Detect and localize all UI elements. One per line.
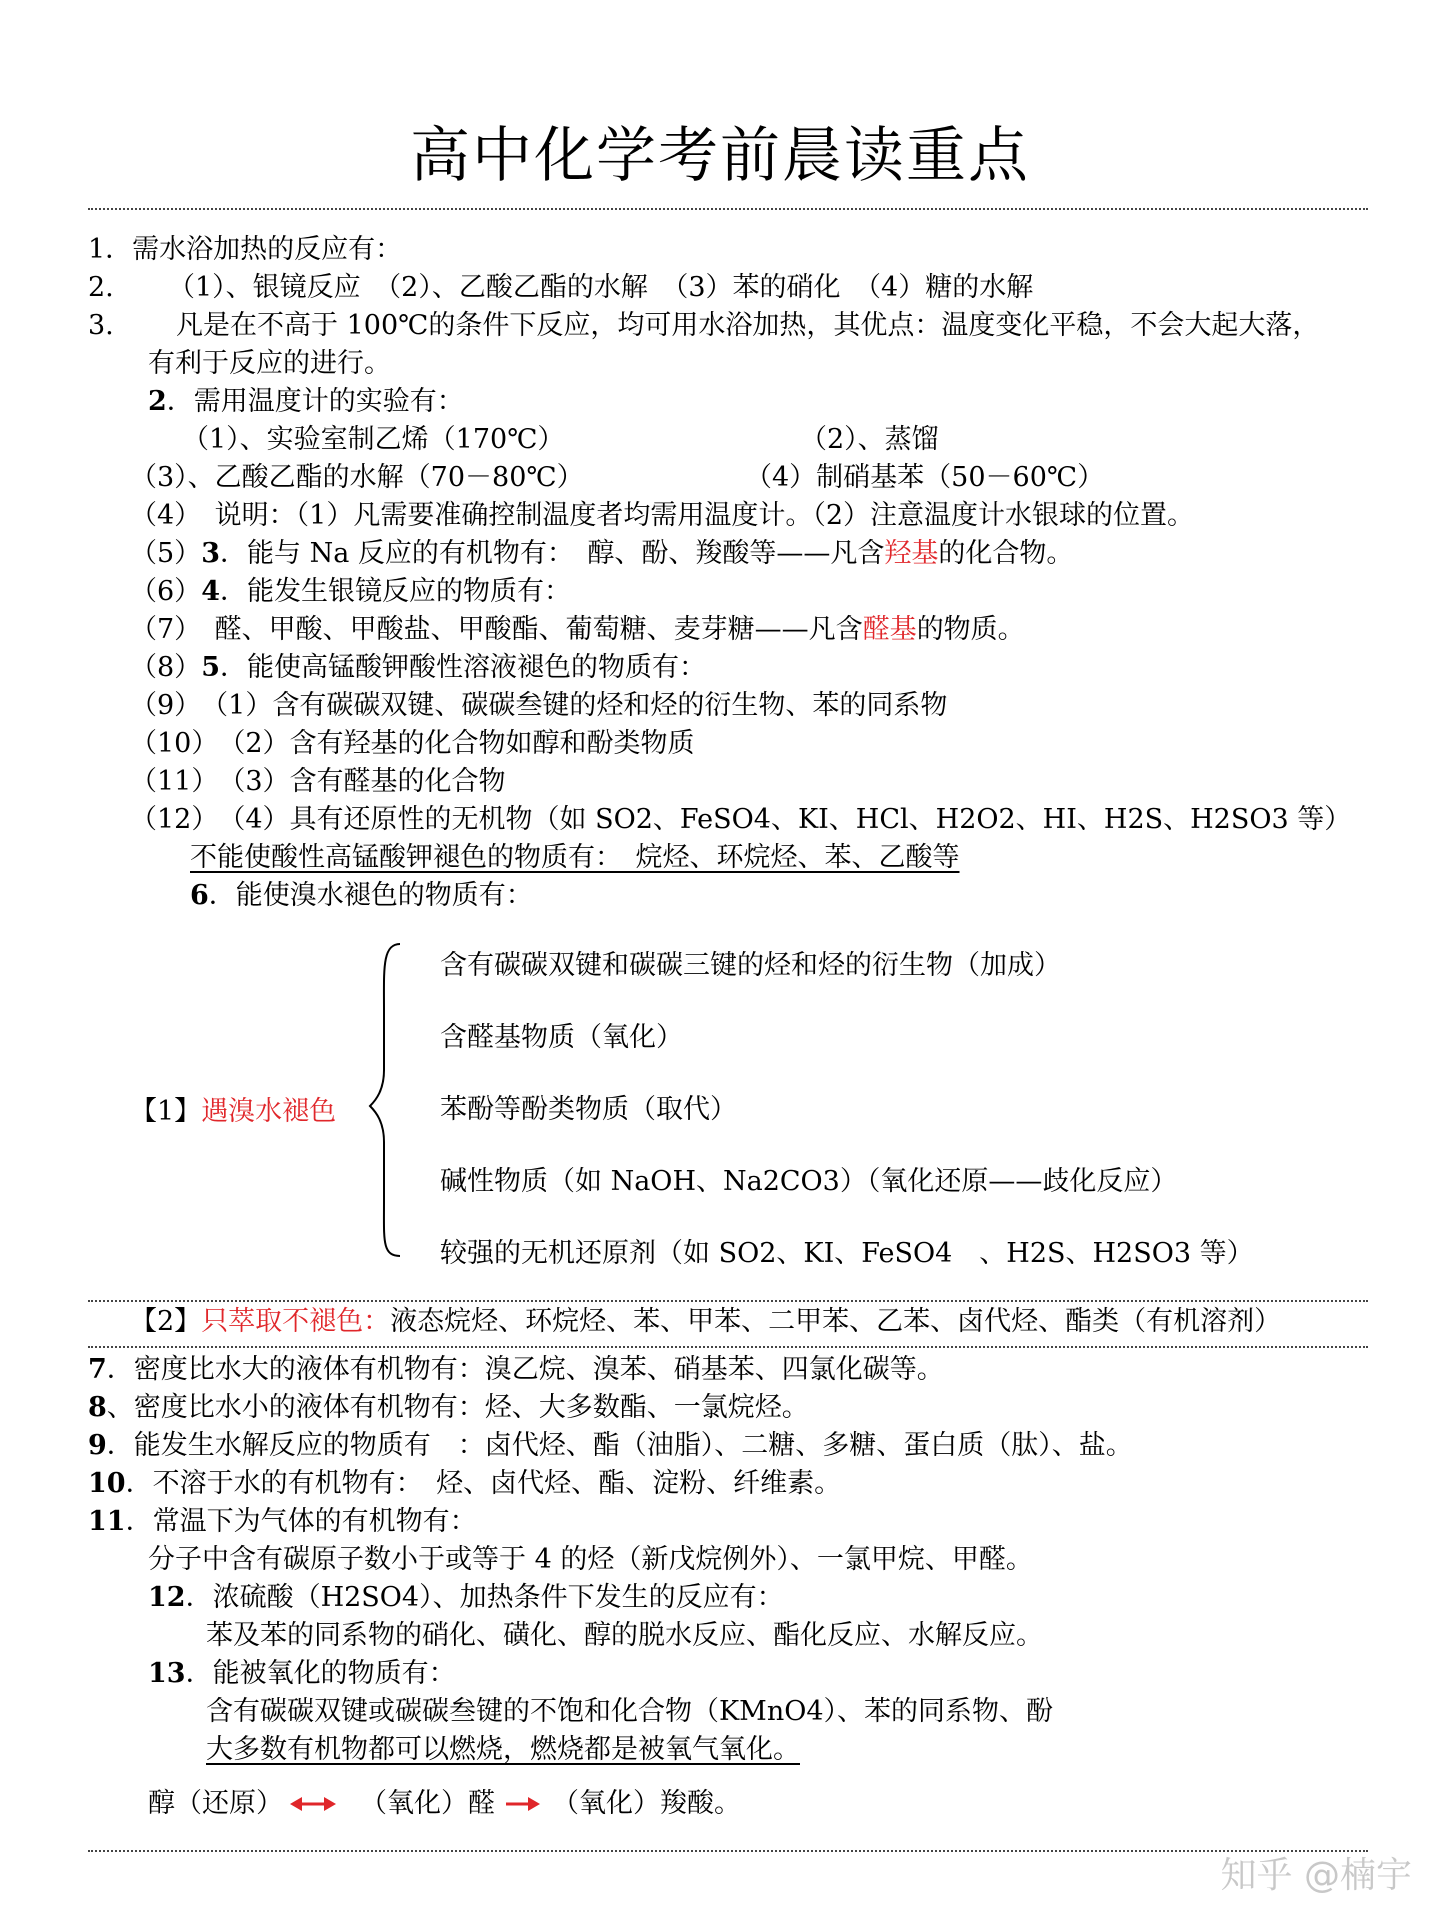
section-number: 13 [148,1658,186,1689]
line-4-text: ．需用温度计的实验有： [166,386,464,417]
line-2: （1）、银镜反应 （2）、乙酸乙酯的水解 （3）苯的硝化 （4）糖的水解 [168,272,1034,303]
right-arrow-icon [506,1794,540,1814]
item-11-detail: 分子中含有碳原子数小于或等于 4 的烃（新戊烷例外）、一氯甲烷、甲醛。 [148,1544,1033,1575]
item-9 [88,1428,1133,1464]
line-7: （4） 说明：（1）凡需要准确控制温度者均需用温度计。（2）注意温度计水银球的位置。 [130,500,1195,531]
section-number: 6 [190,880,209,911]
line-14: （11） （3）含有醛基的化合物 [130,766,506,797]
line-9-text: ．能发生银镜反应的物质有： [219,576,571,607]
brace-label-red: 遇溴水褪色 [201,1096,337,1127]
line-1: 1．需水浴加热的反应有： [88,234,403,265]
divider-top [88,208,1368,210]
brace-item-2: 含醛基物质（氧化） [440,1022,683,1053]
line-5a: （1）、实验室制乙烯（170℃） [182,424,565,455]
brace-item-3: 苯酚等酚类物质（取代） [440,1094,737,1125]
item-11 [88,1504,477,1540]
line-2-num: 2. [88,272,114,303]
brace-item-1: 含有碳碳双键和碳碳三键的烃和烃的衍生物（加成） [440,950,1061,981]
section-number: 3 [201,538,220,569]
brace-item-4: 碱性物质（如 NaOH、Na2CO3）（氧化还原——歧化反应） [440,1166,1178,1197]
chain-alcohol: 醇（还原） [148,1788,283,1819]
item-12-text: ．浓硫酸（H2SO4）、加热条件下发生的反应有： [185,1582,784,1613]
item-7-text: ．密度比水大的液体有机物有：溴乙烷、溴苯、硝基苯、四氯化碳等。 [106,1354,944,1385]
section-number: 9 [88,1430,107,1461]
line-6a: （3）、乙酸乙酯的水解（70－80℃） [130,462,584,493]
item-13-detail: 含有碳碳双键或碳碳叁键的不饱和化合物（KMnO4）、苯的同系物、酚 [206,1696,1054,1727]
line-13: （10） （2）含有羟基的化合物如醇和酚类物质 [130,728,695,759]
line-9-pre: （6） [130,576,202,607]
line-11-text: ．能使高锰酸钾酸性溶液褪色的物质有： [219,652,706,683]
highlight-aldehyde: 醛基 [862,614,917,645]
section-number: 8 [88,1392,107,1423]
line-4 [148,384,464,420]
line-11-pre: （8） [130,652,202,683]
line-3: 凡是在不高于 100℃的条件下反应，均可用水浴加热，其优点：温度变化平稳，不会大起大落， [176,310,1320,341]
line-6b: （4）制硝基苯（50－60℃） [745,462,1105,493]
item-13-note: 大多数有机物都可以燃烧，燃烧都是被氧气氧化。 [206,1734,800,1765]
box2-line [130,1304,1281,1340]
section-number: 7 [88,1354,107,1385]
line-8-tail: 的化合物。 [938,538,1074,569]
item-8 [88,1390,809,1426]
item-9-text: ．能发生水解反应的物质有 ：卤代烃、酯（油脂）、二糖、多糖、蛋白质（肽）、盐。 [106,1430,1133,1461]
item-13 [148,1656,456,1692]
line-5b: （2）、蒸馏 [800,424,939,455]
chain-aldehyde: （氧化）醛 [360,1788,495,1819]
line-9 [130,574,571,610]
box2-pre: 【2】 [130,1306,202,1337]
item-12 [148,1580,784,1616]
item-10-text: ．不溶于水的有机物有： 烃、卤代烃、酯、淀粉、纤维素。 [125,1468,842,1499]
line-8-pre: （5） [130,538,202,569]
line-10-text: （7） 醛、甲酸、甲酸盐、甲酸酯、葡萄糖、麦芽糖——凡含 [130,614,863,645]
brace-item-5: 较强的无机还原剂（如 SO2、KI、FeSO4 、H2S、H2SO3 等） [440,1238,1254,1269]
section-number: 12 [148,1582,186,1613]
line-10-tail: 的物质。 [916,614,1025,645]
line-17-text: ．能使溴水褪色的物质有： [208,880,533,911]
page-title: 高中化学考前晨读重点 [410,121,1030,191]
line-15: （12） （4）具有还原性的无机物（如 SO2、FeSO4、KI、HCl、H2O2、HI、H2S、H2SO3 等） [130,804,1352,835]
brace-label [130,1094,336,1130]
double-arrow-icon [290,1794,336,1814]
chain-acid: （氧化）羧酸。 [552,1788,741,1819]
item-13-text: ．能被氧化的物质有： [185,1658,456,1689]
divider-box-top [88,1300,1368,1302]
section-number: 2 [148,386,167,417]
divider-box-bottom [88,1346,1368,1348]
item-8-text: 、密度比水小的液体有机物有：烃、大多数酯、一氯烷烃。 [106,1392,809,1423]
line-8 [130,536,1073,572]
item-7 [88,1352,944,1388]
item-11-text: ．常温下为气体的有机物有： [125,1506,477,1537]
section-number: 5 [201,652,220,683]
line-10 [130,612,1025,648]
line-17 [190,878,533,914]
section-number: 11 [88,1506,126,1537]
curly-brace-icon [368,940,408,1260]
box2-red: 只萃取不褪色： [201,1306,391,1337]
brace-label-pre: 【1】 [130,1096,202,1127]
divider-bottom [88,1850,1368,1852]
highlight-hydroxyl: 羟基 [884,538,939,569]
section-number: 10 [88,1468,126,1499]
line-12: （9） （1）含有碳碳双键、碳碳叁键的烃和烃的衍生物、苯的同系物 [130,690,948,721]
section-number: 4 [201,576,220,607]
box2-rest: 液态烷烃、环烷烃、苯、甲苯、二甲苯、乙苯、卤代烃、酯类（有机溶剂） [390,1306,1282,1337]
line-8-text: ．能与 Na 反应的有机物有： 醇、酚、羧酸等——凡含 [219,538,885,569]
line-11 [130,650,706,686]
item-12-detail: 苯及苯的同系物的硝化、磺化、醇的脱水反应、酯化反应、水解反应。 [206,1620,1043,1651]
watermark: 知乎 @楠宇 [1220,1855,1412,1896]
item-10 [88,1466,841,1502]
line-3-cont: 有利于反应的进行。 [148,348,391,379]
line-16: 不能使酸性高锰酸钾褪色的物质有： 烷烃、环烷烃、苯、乙酸等 [190,842,960,873]
line-3-num: 3. [88,310,114,341]
